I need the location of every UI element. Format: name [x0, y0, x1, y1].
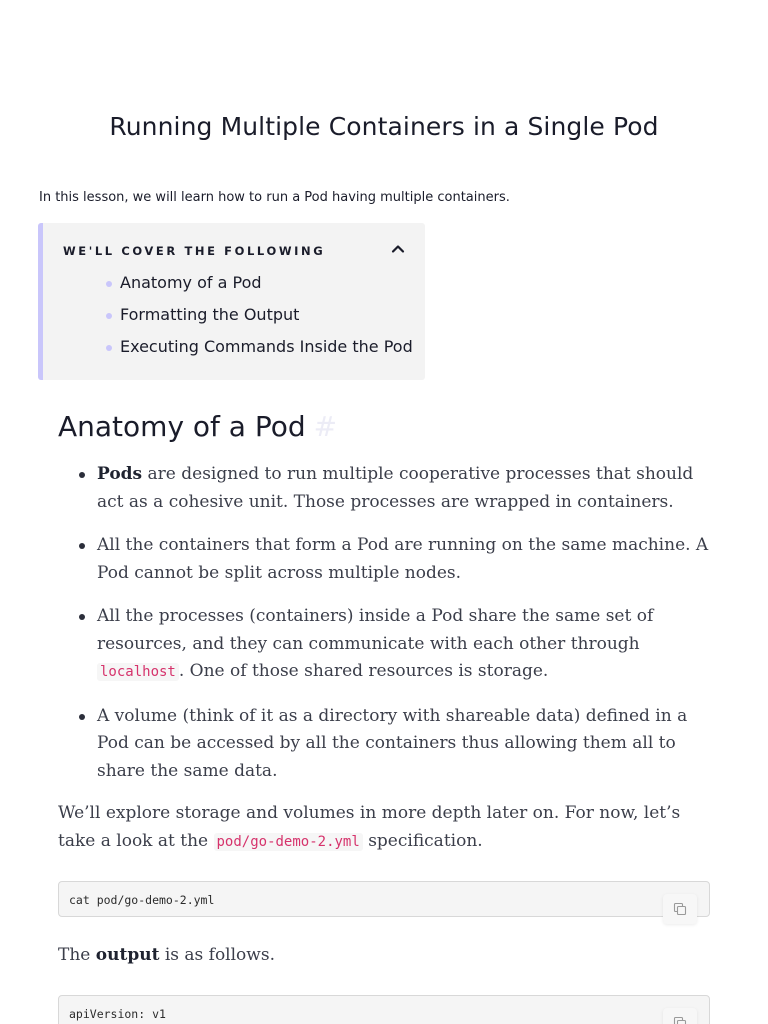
list-item-text: All the containers that form a Pod are running on the same machine. A Pod cannot be split across multiple nodes.	[97, 535, 709, 583]
output-sentence	[58, 941, 718, 969]
code-block-output	[58, 995, 710, 1024]
code-text: cat pod/go-demo-2.yml	[69, 893, 215, 907]
bold-term: output	[95, 945, 160, 965]
list-item	[97, 461, 717, 516]
list-item	[97, 703, 717, 786]
list-item-text: A volume (think of it as a directory with shareable data) defined in a Pod can be accessed by all the containers thus allowing them all to share the same data.	[97, 705, 688, 781]
toc-item-label: Executing Commands Inside the Pod	[120, 337, 413, 356]
list-item-text: are designed to run multiple cooperative processes that should act as a cohesive unit. Those processes are wrapped in containers.	[97, 464, 694, 512]
toc-list	[105, 273, 413, 369]
list-item	[97, 532, 717, 587]
paragraph-text: is as follows.	[159, 945, 275, 965]
section-heading	[58, 410, 337, 443]
toc-item-anatomy[interactable]	[105, 273, 413, 305]
code-block-command	[58, 881, 710, 917]
code-text: apiVersion: v1	[69, 1007, 166, 1021]
inline-code: pod/go-demo-2.yml	[214, 833, 363, 851]
list-item-text: All the processes (containers) inside a Pod share the same set of resources, and they can communicate with each other through	[97, 606, 654, 654]
copy-button[interactable]	[663, 1008, 697, 1024]
list-item-text: . One of those shared resources is storage.	[178, 661, 549, 681]
inline-code: localhost	[97, 663, 179, 681]
bullet-icon	[106, 313, 112, 319]
paragraph-text: We’ll explore storage and volumes in more depth later on. For now, let’s take a look at the	[58, 803, 681, 851]
paragraph-text: The	[58, 945, 96, 965]
copy-button[interactable]	[663, 894, 697, 924]
lesson-title: Running Multiple Containers in a Single Pod	[109, 112, 659, 141]
bold-term: Pods	[97, 464, 143, 484]
toc-item-executing[interactable]	[105, 337, 413, 369]
toc-item-label: Anatomy of a Pod	[120, 273, 262, 292]
toc-item-label: Formatting the Output	[120, 305, 300, 324]
bullet-list	[97, 461, 717, 801]
section-heading-text: Anatomy of a Pod	[58, 410, 306, 443]
bullet-icon	[79, 472, 85, 478]
chevron-up-icon[interactable]	[390, 241, 406, 257]
copy-icon	[673, 902, 687, 916]
paragraph	[58, 799, 718, 856]
bullet-icon	[79, 714, 85, 720]
lesson-intro: In this lesson, we will learn how to run a Pod having multiple containers.	[39, 190, 510, 205]
table-of-contents	[38, 223, 425, 380]
list-item	[97, 603, 717, 687]
copy-icon	[673, 1016, 687, 1024]
paragraph-text: specification.	[362, 831, 483, 851]
bullet-icon	[79, 614, 85, 620]
anchor-link[interactable]: #	[313, 410, 338, 443]
bullet-icon	[106, 281, 112, 287]
toc-heading: WE'LL COVER THE FOLLOWING	[63, 244, 326, 258]
bullet-icon	[79, 543, 85, 549]
bullet-icon	[106, 345, 112, 351]
toc-item-formatting[interactable]	[105, 305, 413, 337]
